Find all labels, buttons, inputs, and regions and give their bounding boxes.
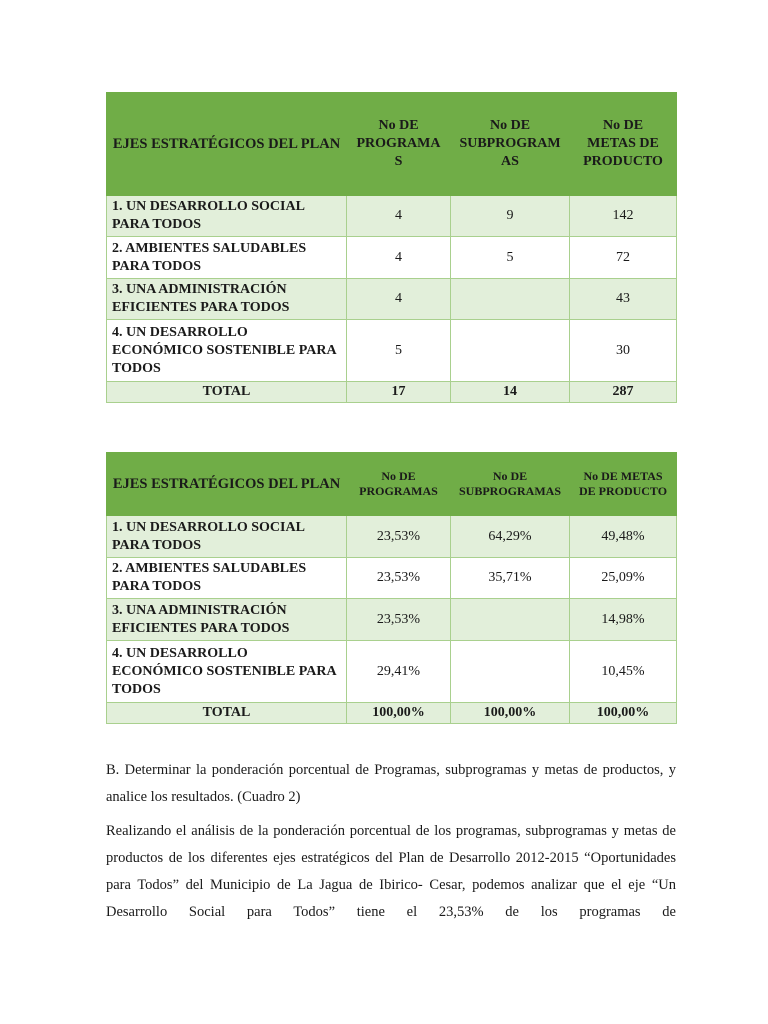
subprogramas-count: 5: [451, 237, 570, 279]
axis-name: 2. AMBIENTES SALUDABLES PARA TODOS: [107, 237, 347, 279]
total-subprogramas: 100,00%: [451, 703, 570, 724]
axis-name: 4. UN DESARROLLO ECONÓMICO SOSTENIBLE PARA TODOS: [107, 320, 347, 382]
table-row: [107, 599, 677, 641]
metas-count: 30: [570, 320, 677, 382]
subprogramas-count: [451, 279, 570, 320]
table-row: [107, 558, 677, 599]
header-metas: No DE METAS DE PRODUCTO: [570, 453, 677, 516]
table-row: [107, 516, 677, 558]
table-row: [107, 641, 677, 703]
subprogramas-count: [451, 320, 570, 382]
table-row: [107, 196, 677, 237]
strategic-axes-count-table: [106, 92, 677, 403]
total-row: [107, 382, 677, 403]
total-metas: 287: [570, 382, 677, 403]
programas-percent: 23,53%: [347, 516, 451, 558]
axis-name: 3. UNA ADMINISTRACIÓN EFICIENTES PARA TODOS: [107, 599, 347, 641]
header-subprogramas: No DE SUBPROGRAM AS: [451, 93, 570, 196]
subprogramas-percent: [451, 599, 570, 641]
table-row: [107, 279, 677, 320]
header-programas: No DE PROGRAMA S: [347, 93, 451, 196]
axis-name: 3. UNA ADMINISTRACIÓN EFICIENTES PARA TODOS: [107, 279, 347, 320]
table-row: [107, 237, 677, 279]
metas-count: 43: [570, 279, 677, 320]
header-axes: EJES ESTRATÉGICOS DEL PLAN: [107, 93, 347, 196]
programas-count: 5: [347, 320, 451, 382]
programas-percent: 23,53%: [347, 558, 451, 599]
total-metas: 100,00%: [570, 703, 677, 724]
axis-name: 2. AMBIENTES SALUDABLES PARA TODOS: [107, 558, 347, 599]
axis-name: 1. UN DESARROLLO SOCIAL PARA TODOS: [107, 196, 347, 237]
header-programas: No DE PROGRAMAS: [347, 453, 451, 516]
total-label: TOTAL: [107, 703, 347, 724]
metas-percent: 14,98%: [570, 599, 677, 641]
metas-percent: 49,48%: [570, 516, 677, 558]
programas-percent: 23,53%: [347, 599, 451, 641]
metas-count: 142: [570, 196, 677, 237]
subprogramas-percent: [451, 641, 570, 703]
axis-name: 4. UN DESARROLLO ECONÓMICO SOSTENIBLE PARA TODOS: [107, 641, 347, 703]
header-axes: EJES ESTRATÉGICOS DEL PLAN: [107, 453, 347, 516]
strategic-axes-percentage-table: [106, 452, 677, 724]
programas-count: 4: [347, 237, 451, 279]
programas-count: 4: [347, 196, 451, 237]
programas-count: 4: [347, 279, 451, 320]
total-label: TOTAL: [107, 382, 347, 403]
total-programas: 100,00%: [347, 703, 451, 724]
total-programas: 17: [347, 382, 451, 403]
table-header-row: [107, 93, 677, 196]
analysis-paragraph: Realizando el análisis de la ponderación porcentual de los programas, subprogramas y metas de productos de los diferentes ejes estratégicos del Plan de Desarrollo 2012-2015 “Oportunidades para Todos” del Municipio de La Jagua de Ibirico- Cesar, podemos analizar que el eje “Un Desarrollo Social para Todos” tiene el 23,53% de los programas de: [106, 823, 676, 920]
total-subprogramas: 14: [451, 382, 570, 403]
axis-name: 1. UN DESARROLLO SOCIAL PARA TODOS: [107, 516, 347, 558]
header-subprogramas: No DE SUBPROGRAMAS: [451, 453, 570, 516]
programas-percent: 29,41%: [347, 641, 451, 703]
header-metas: No DE METAS DE PRODUCTO: [570, 93, 677, 196]
table-row: [107, 320, 677, 382]
table-header-row: [107, 453, 677, 516]
subprogramas-count: 9: [451, 196, 570, 237]
total-row: [107, 703, 677, 724]
metas-percent: 25,09%: [570, 558, 677, 599]
instruction-paragraph: B. Determinar la ponderación porcentual de Programas, subprogramas y metas de productos, y analice los resultados. (Cuadro 2): [106, 762, 676, 805]
subprogramas-percent: 64,29%: [451, 516, 570, 558]
subprogramas-percent: 35,71%: [451, 558, 570, 599]
metas-count: 72: [570, 237, 677, 279]
metas-percent: 10,45%: [570, 641, 677, 703]
